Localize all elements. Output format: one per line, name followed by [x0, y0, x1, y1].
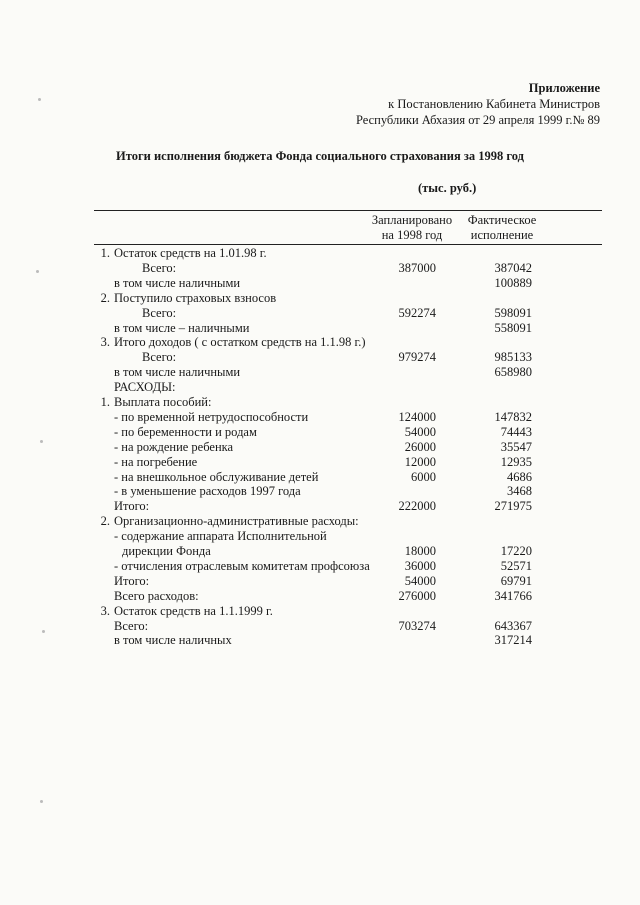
row-number: 3. [100, 603, 110, 618]
units-label: (тыс. руб.) [418, 181, 477, 195]
row-label: - отчисления отраслевым комитетам профсоюза [114, 558, 370, 573]
row-label: - содержание аппарата Исполнительной [114, 529, 327, 544]
table-row [0, 470, 640, 485]
table-row [0, 335, 640, 350]
row-actual-value: 69791 [500, 573, 532, 588]
annex-title: Приложение [528, 81, 600, 95]
table-row [0, 425, 640, 440]
annex-line-1: к Постановлению Кабинета Министров [388, 97, 600, 111]
scan-speck [42, 630, 45, 633]
table-top-rule [94, 210, 602, 211]
row-planned-value: 592274 [398, 305, 436, 320]
row-actual-value: 317214 [494, 633, 532, 648]
row-actual-value: 147832 [494, 409, 532, 424]
table-row [0, 514, 640, 529]
table-row [0, 455, 640, 470]
row-actual-value: 658980 [494, 365, 532, 380]
row-planned-value: 18000 [404, 544, 436, 558]
row-actual-value: 17220 [500, 544, 532, 558]
row-label: Всего расходов: [114, 588, 199, 603]
table-row [0, 440, 640, 455]
row-label: Выплата пособий: [114, 395, 212, 409]
row-label: Всего: [142, 305, 177, 320]
table-row [0, 633, 640, 648]
row-planned-value: 12000 [404, 454, 436, 469]
scan-speck [36, 270, 39, 273]
row-label: - на погребение [114, 454, 198, 469]
table-row [0, 544, 640, 559]
row-label: дирекции Фонда [122, 544, 211, 558]
row-label: РАСХОДЫ: [114, 380, 176, 395]
row-label: Итого: [114, 573, 150, 588]
table-row [0, 410, 640, 425]
table-row [0, 365, 640, 380]
table-row [0, 499, 640, 514]
table-row [0, 246, 640, 261]
row-number: 3. [100, 335, 110, 350]
table-row [0, 529, 640, 544]
row-label: в том числе наличных [114, 633, 232, 648]
row-planned-value: 6000 [411, 469, 436, 484]
row-actual-value: 74443 [500, 424, 532, 439]
table-row [0, 261, 640, 276]
row-planned-value: 36000 [404, 558, 436, 573]
table-row [0, 574, 640, 589]
row-actual-value: 643367 [494, 618, 532, 633]
row-actual-value: 12935 [500, 454, 532, 469]
row-planned-value: 222000 [398, 499, 436, 514]
row-planned-value: 276000 [398, 588, 436, 603]
document-title: Итоги исполнения бюджета Фонда социального страхования за 1998 год [116, 149, 524, 163]
table-row [0, 291, 640, 306]
row-actual-value: 558091 [494, 320, 532, 335]
row-planned-value: 979274 [398, 350, 436, 365]
row-label: Всего: [114, 618, 149, 633]
column-header-planned-line-1: Запланировано [371, 213, 453, 227]
row-actual-value: 3468 [507, 484, 532, 499]
scan-speck [38, 98, 41, 101]
row-planned-value: 54000 [404, 424, 436, 439]
row-actual-value: 985133 [494, 350, 532, 365]
row-actual-value: 598091 [494, 305, 532, 320]
table-row [0, 604, 640, 619]
row-actual-value: 4686 [507, 469, 532, 484]
row-label: - по беременности и родам [114, 424, 257, 439]
row-planned-value: 26000 [404, 439, 436, 454]
row-actual-value: 271975 [494, 499, 532, 514]
row-planned-value: 387000 [398, 260, 436, 275]
row-label: в том числе – наличными [114, 320, 250, 335]
row-label: Итого: [114, 499, 150, 514]
row-number: 2. [100, 290, 110, 305]
row-label: в том числе наличными [114, 365, 241, 380]
table-row [0, 484, 640, 499]
row-label: Организационно-административные расходы: [114, 514, 359, 529]
row-actual-value: 341766 [494, 588, 532, 603]
row-label: Всего: [142, 260, 177, 275]
row-label: в том числе наличными [114, 275, 241, 290]
table-row [0, 276, 640, 291]
row-number: 2. [100, 514, 110, 529]
row-label: - в уменьшение расходов 1997 года [114, 484, 301, 499]
table-row [0, 306, 640, 321]
row-label: Итого доходов ( с остатком средств на 1.1.98 г.) [114, 335, 366, 350]
row-planned-value: 54000 [404, 573, 436, 588]
column-header-planned [364, 213, 460, 243]
row-number: 1. [100, 246, 110, 260]
scan-speck [40, 800, 43, 803]
column-header-actual-line-1: Фактическое [467, 213, 537, 227]
row-planned-value: 703274 [398, 618, 436, 633]
row-label: - по временной нетрудоспособности [114, 409, 309, 424]
table-row [0, 380, 640, 395]
row-actual-value: 35547 [500, 439, 532, 454]
column-header-actual-line-2: исполнение [470, 228, 534, 242]
table-header-rule [94, 244, 602, 245]
annex-line-2: Республики Абхазия от 29 апреля 1999 г.№ 89 [355, 113, 600, 127]
column-header-planned-line-2: на 1998 год [381, 228, 443, 242]
row-actual-value: 387042 [494, 260, 532, 275]
row-label: Поступило страховых взносов [114, 290, 277, 305]
scan-speck [40, 440, 43, 443]
row-label: - на рождение ребенка [114, 439, 234, 454]
table-row [0, 321, 640, 336]
table-row [0, 589, 640, 604]
row-label: Остаток средств на 1.01.98 г. [114, 246, 267, 260]
row-planned-value: 124000 [398, 409, 436, 424]
annex-block [356, 80, 600, 128]
row-number: 1. [100, 395, 110, 409]
row-label: Остаток средств на 1.1.1999 г. [114, 603, 273, 618]
row-actual-value: 52571 [500, 558, 532, 573]
table-row [0, 619, 640, 634]
row-actual-value: 100889 [494, 275, 532, 290]
table-row [0, 395, 640, 410]
row-label: Всего: [142, 350, 177, 365]
table-row [0, 559, 640, 574]
row-label: - на внешкольное обслуживание детей [114, 469, 319, 484]
column-header-actual [460, 213, 544, 243]
table-row [0, 350, 640, 365]
